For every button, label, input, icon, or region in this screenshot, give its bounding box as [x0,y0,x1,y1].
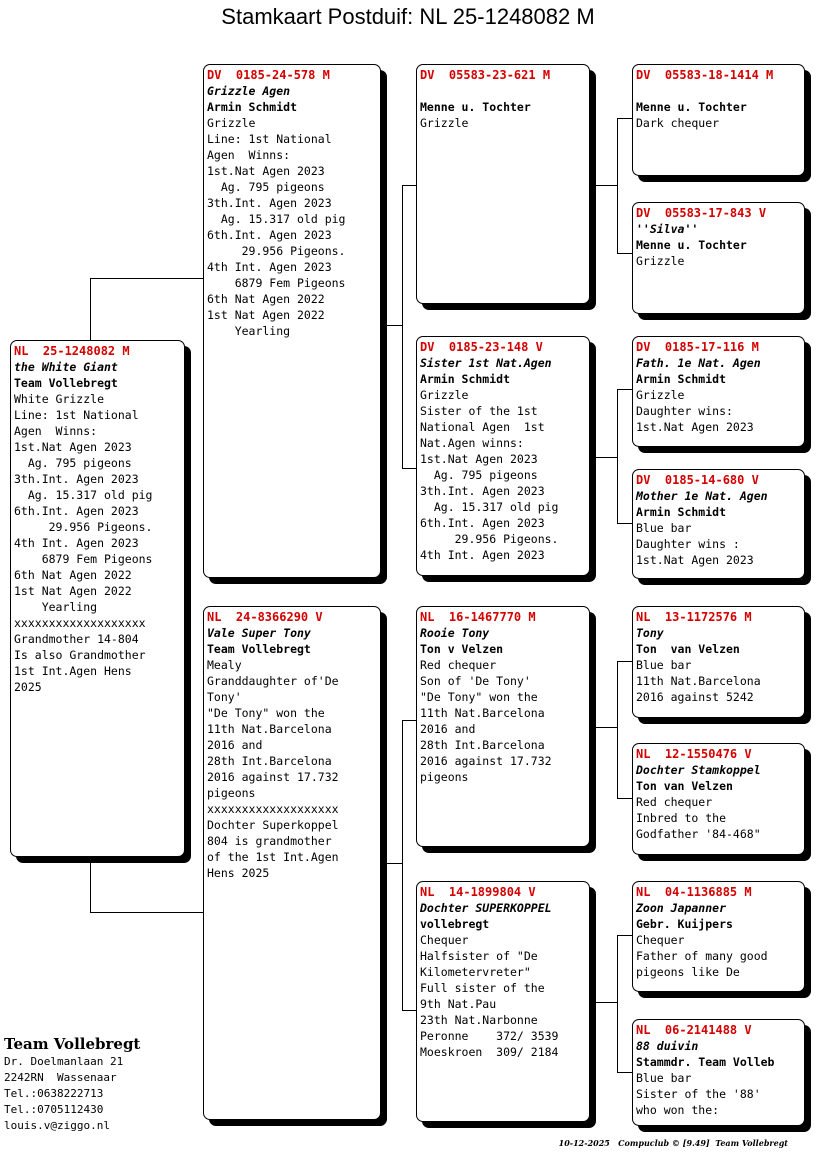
pedigree-line: "De Tony" won the [420,690,538,704]
connector [617,118,618,253]
connector [617,661,633,662]
ring-number: DV 0185-24-578 M [207,68,330,82]
breeder-name: vollebregt [420,917,490,931]
breeder-name: Armin Schmidt [636,505,727,519]
connector [617,661,618,798]
pigeon-card-dam-sire-dam[interactable] [632,743,805,855]
pigeon-card-dam-sire-sire[interactable] [632,606,805,718]
pedigree-line: 6879 Fem Pigeons [207,276,346,290]
connector [595,727,617,728]
pedigree-line: 11th Nat.Barcelona [636,674,761,688]
breeder-name: Menne u. Tochter [636,238,747,252]
pedigree-line: pigeons [207,786,256,800]
connector [617,1072,633,1073]
pedigree-line: Blue bar [636,1071,692,1085]
connector [402,720,417,721]
ring-number: DV 0185-14-680 V [636,473,759,487]
pedigree-line: 29.956 Pigeons. [14,520,153,534]
connector [90,857,91,912]
ring-number: NL 06-2141488 V [636,1023,752,1037]
pigeon-name: Sister 1st Nat.Agen [420,356,552,370]
pedigree-line: Grizzle [636,254,685,268]
pigeon-card-main[interactable] [10,340,185,857]
pedigree-line: 4th Int. Agen 2023 [207,260,332,274]
pedigree-line: Ag. 795 pigeons [207,180,325,194]
connector [617,523,633,524]
pedigree-line: Inbred to the [636,811,727,825]
pedigree-line: Moeskroen 309/ 2184 [420,1045,559,1059]
pedigree-line: Kilometervreter" [420,965,531,979]
pedigree-line: 28th Int.Barcelona [420,738,545,752]
pedigree-line: Red chequer [636,795,713,809]
owner-postcode: 2242RN Wassenaar [4,1071,117,1084]
pedigree-line: 2016 against 5242 [636,690,754,704]
pedigree-line: Blue bar [636,521,692,535]
pigeon-name: the White Giant [14,360,118,374]
pedigree-line: 2016 against 17.732 [207,770,339,784]
pigeon-name: Tony [636,626,664,640]
pedigree-line: 29.956 Pigeons. [420,532,559,546]
page-title: Stamkaart Postduif: NL 25-1248082 M [221,4,595,29]
pedigree-line: 2016 against 17.732 [420,754,552,768]
pedigree-line: Grizzle [420,116,469,130]
connector [90,278,91,340]
pigeon-card-sire-sire-sire[interactable] [632,64,805,176]
breeder-name: Menne u. Tochter [420,100,531,114]
pedigree-line: 6879 Fem Pigeons [14,552,153,566]
pedigree-line: who won the: [636,1103,720,1117]
pedigree-line: Ag. 15.317 old pig [420,500,559,514]
ring-number: NL 04-1136885 M [636,885,752,899]
connector [402,1010,417,1011]
pedigree-line: Dark chequer [636,116,720,130]
pedigree-line: Hens 2025 [207,866,270,880]
pedigree-line: 1st.Nat Agen 2023 [636,420,754,434]
pigeon-card-sire-dam-dam[interactable] [632,469,805,579]
pedigree-line: Grandmother 14-804 [14,632,139,646]
pedigree-line: 3th.Int. Agen 2023 [14,472,139,486]
pigeon-card-dam[interactable] [203,606,381,1120]
pedigree-line: Dochter Superkoppel [207,818,339,832]
breeder-name: Ton van Velzen [636,779,733,793]
pedigree-line: 4th Int. Agen 2023 [420,548,545,562]
pedigree-line: Sister of the 1st [420,404,538,418]
pedigree-line: 4th Int. Agen 2023 [14,536,139,550]
pedigree-line: Nat.Agen winns: [420,436,524,450]
pedigree-line: Full sister of the [420,981,545,995]
pedigree-line: 2025 [14,680,42,694]
pedigree-line: 11th Nat.Barcelona [420,706,545,720]
pedigree-line: 804 is grandmother [207,834,332,848]
pedigree-line: Daughter wins: [636,404,733,418]
ring-number: DV 05583-17-843 V [636,206,767,220]
pedigree-line: 23th Nat.Narbonne [420,1013,538,1027]
breeder-name: Armin Schmidt [636,372,727,386]
breeder-name: Team Vollebregt [14,376,118,390]
connector [402,185,403,468]
breeder-name: Ton van Velzen [636,642,740,656]
connector [595,1002,617,1003]
pedigree-line: 1st.Nat Agen 2023 [420,452,538,466]
pedigree-line: 3th.Int. Agen 2023 [207,196,332,210]
pigeon-name: Zoon Japanner [636,901,727,915]
blank-line [636,83,801,99]
pedigree-line: Red chequer [420,658,497,672]
pedigree-line: Daughter wins : [636,537,740,551]
pedigree-line: Yearling [14,600,98,614]
pedigree-line: 1st Nat Agen 2022 [207,308,325,322]
pedigree-line: 29.956 Pigeons. [207,244,346,258]
pigeon-card-dam-sire[interactable] [416,606,590,847]
pedigree-line: 9th Nat.Pau [420,997,497,1011]
pedigree-line: Father of many good [636,949,768,963]
ring-number: DV 05583-18-1414 M [636,68,774,82]
connector [402,185,417,186]
breeder-name: Armin Schmidt [420,372,511,386]
pedigree-line: Peronne 372/ 3539 [420,1029,559,1043]
pedigree-line: National Agen 1st [420,420,545,434]
pedigree-line: 2016 and [420,722,476,736]
breeder-name: Stammdr. Team Volleb [636,1055,775,1069]
breeder-name: Armin Schmidt [207,100,298,114]
pedigree-line: 6th Nat Agen 2022 [207,292,325,306]
pedigree-line: Is also Grandmother [14,648,146,662]
pedigree-line: pigeons like De [636,965,740,979]
ring-number: NL 14-1899804 V [420,885,536,899]
pigeon-card-sire-dam-sire[interactable] [632,336,805,447]
pigeon-card-dam-dam-sire[interactable] [632,881,805,992]
ring-number: NL 25-1248082 M [14,344,130,358]
pedigree-line: 1st.Nat Agen 2023 [207,164,325,178]
pigeon-card-sire-sire-dam[interactable] [632,202,805,314]
pedigree-line: Yearling [207,324,291,338]
pedigree-line: Tony' [207,690,242,704]
connector [402,468,417,469]
pedigree-line: Grizzle [636,388,685,402]
pedigree-line: 6th Nat Agen 2022 [14,568,132,582]
pigeon-name: Fath. 1e Nat. Agen [636,356,761,370]
pedigree-line: Line: 1st National [14,408,139,422]
pedigree-line: Granddaughter of'De [207,674,339,688]
pedigree-line: xxxxxxxxxxxxxxxxxxx [14,616,146,630]
pigeon-name: Dochter SUPERKOPPEL [420,901,552,915]
pedigree-line: "De Tony" won the [207,706,325,720]
owner-address: Dr. Doelmanlaan 21 [4,1055,124,1068]
pedigree-line: Ag. 795 pigeons [420,468,538,482]
pedigree-line: 6th.Int. Agen 2023 [420,516,545,530]
pedigree-line: Line: 1st National [207,132,332,146]
connector [90,278,204,279]
connector [617,935,633,936]
pedigree-line: Blue bar [636,658,692,672]
pedigree-line: Agen Winns: [207,148,291,162]
blank-line [420,83,586,99]
owner-email[interactable]: louis.v@ziggo.nl [4,1119,110,1132]
pedigree-line: 1st Int.Agen Hens [14,664,132,678]
pigeon-card-dam-dam-dam[interactable] [632,1019,805,1126]
pigeon-name: Grizzle Agen [207,84,291,98]
pedigree-line: Sister of the '88' [636,1087,761,1101]
pedigree-line: 6th.Int. Agen 2023 [207,228,332,242]
pigeon-card-sire-dam[interactable] [416,336,590,576]
pedigree-line: Agen Winns: [14,424,98,438]
breeder-name: Team Vollebregt [207,642,311,656]
pedigree-line: Halfsister of "De [420,949,538,963]
pigeon-card-sire-sire[interactable] [416,64,590,304]
pigeon-name: Vale Super Tony [207,626,311,640]
connector [595,185,617,186]
pedigree-line: 6th.Int. Agen 2023 [14,504,139,518]
connector [90,912,204,913]
connector [617,935,618,1072]
ring-number: NL 24-8366290 V [207,610,323,624]
pigeon-name: Mother 1e Nat. Agen [636,489,768,503]
connector [617,389,633,390]
pedigree-line: Ag. 15.317 old pig [207,212,346,226]
pedigree-line: Chequer [420,933,469,947]
breeder-name: Gebr. Kuijpers [636,917,733,931]
ring-number: DV 0185-23-148 V [420,340,543,354]
pedigree-line: Chequer [636,933,685,947]
pedigree-line: 1st.Nat Agen 2023 [14,440,132,454]
pedigree-line: Ag. 795 pigeons [14,456,132,470]
pedigree-line: Mealy [207,658,242,672]
pedigree-line: 1st Nat Agen 2022 [14,584,132,598]
breeder-name: Menne u. Tochter [636,100,747,114]
pigeon-name: 88 duivin [636,1039,699,1053]
connector [617,253,633,254]
pedigree-line: 2016 and [207,738,263,752]
pedigree-line: 11th Nat.Barcelona [207,722,332,736]
connector [381,863,402,864]
pedigree-line: Grizzle [420,388,469,402]
ring-number: NL 16-1467770 M [420,610,536,624]
pigeon-name: Dochter Stamkoppel [636,763,761,777]
owner-phone: Tel.:0638222713 [4,1087,104,1100]
pedigree-line: Grizzle [207,116,256,130]
owner-phone: Tel.:0705112430 [4,1103,104,1116]
pigeon-name: Rooie Tony [420,626,490,640]
pedigree-line: Son of 'De Tony' [420,674,531,688]
connector [617,798,633,799]
connector [402,720,403,1010]
connector [617,389,618,523]
ring-number: DV 0185-17-116 M [636,340,759,354]
connector [617,118,633,119]
pedigree-line: White Grizzle [14,392,105,406]
ring-number: DV 05583-23-621 M [420,68,551,82]
owner-info [4,1034,140,1134]
pedigree-line: Ag. 15.317 old pig [14,488,153,502]
footer-credit: 10-12-2025 Compuclub © [9.49] Team Vollebregt [558,1138,788,1148]
pigeon-card-sire[interactable] [203,64,381,578]
pedigree-line: Godfather '84-468" [636,827,761,841]
pigeon-name: ''Silva'' [636,222,699,236]
ring-number: NL 12-1550476 V [636,747,752,761]
pedigree-line: pigeons [420,770,469,784]
connector [595,457,617,458]
pedigree-line: 28th Int.Barcelona [207,754,332,768]
pedigree-line: of the 1st Int.Agen [207,850,339,864]
pedigree-line: 3th.Int. Agen 2023 [420,484,545,498]
pigeon-card-dam-dam[interactable] [416,881,590,1122]
pedigree-line: xxxxxxxxxxxxxxxxxxx [207,802,339,816]
pedigree-line: 1st.Nat Agen 2023 [636,553,754,567]
breeder-name: Ton v Velzen [420,642,504,656]
ring-number: NL 13-1172576 M [636,610,752,624]
owner-name: Team Vollebregt [4,1035,141,1053]
connector [381,325,402,326]
